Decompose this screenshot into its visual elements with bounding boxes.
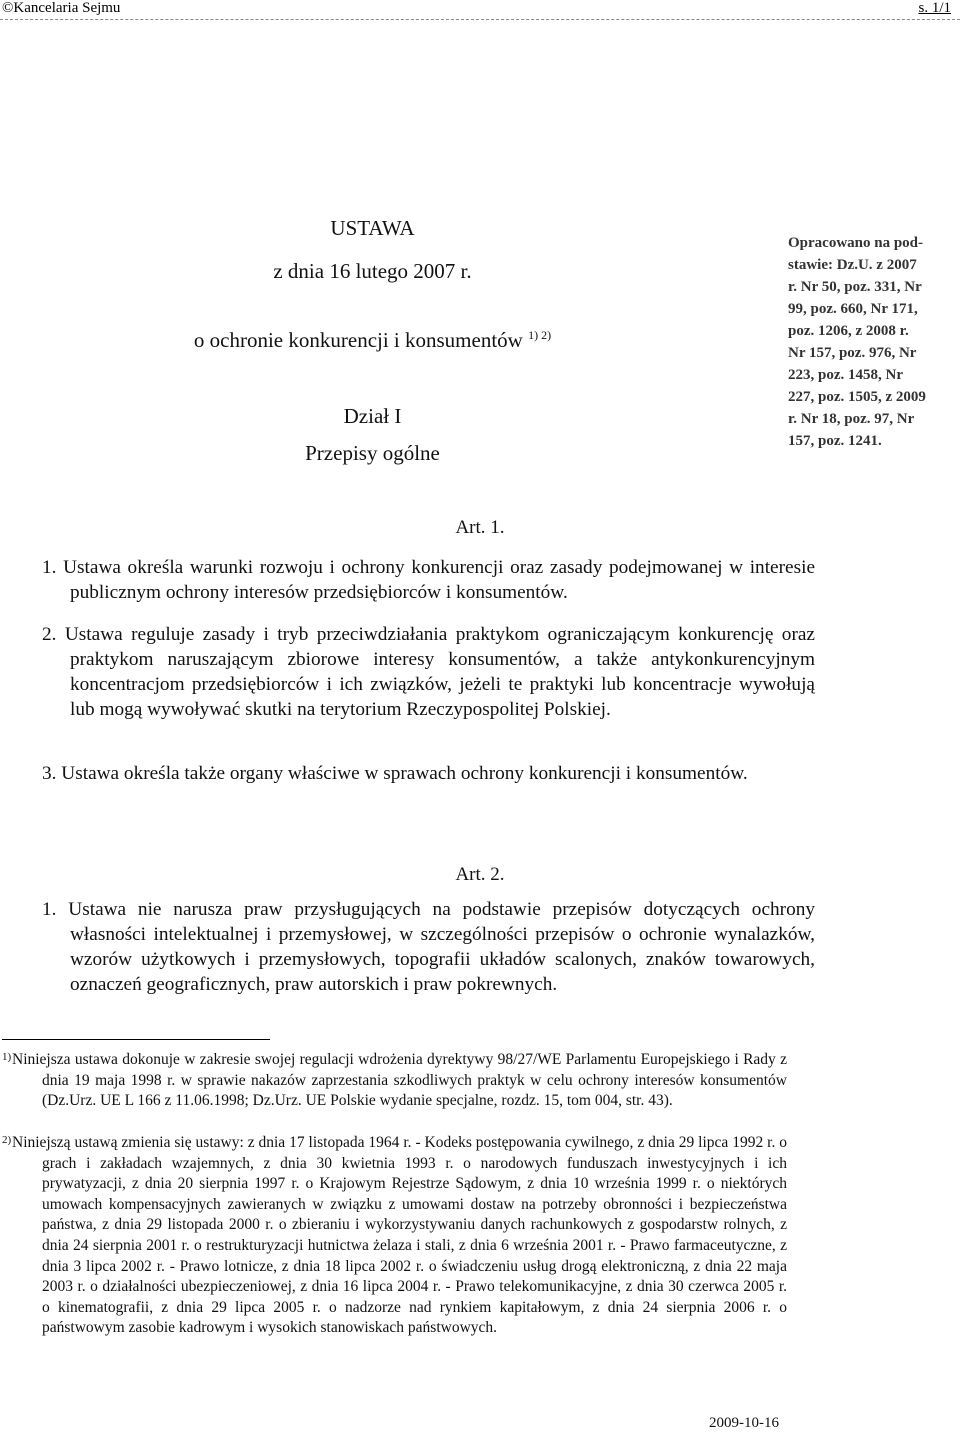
footnote-divider (2, 1039, 270, 1040)
source-note-line: stawie: Dz.U. z 2007 (788, 257, 917, 273)
footnote-1 (2, 1050, 787, 1112)
act-title (185, 328, 560, 353)
article-1-paragraph-3: 3. Ustawa określa także organy właściwe w sprawach ochrony konkurencji i konsumentów. (42, 763, 748, 784)
act-type: USTAWA (330, 216, 415, 240)
article-2-paragraph-1: 1. Ustawa nie narusza praw przysługujących na podstawie przepisów dotyczących ochrony własności intelektualnej i przemysłowej, w szczególności przepisów o ochronie wynalazków, wzorów użytkowych i przemysłowych, topografii układów scalonych, znaków towarowych, oznaczeń geograficznych, praw autorskich i praw pokrewnych. (42, 899, 815, 995)
source-note-line: poz. 1206, z 2008 r. (788, 323, 909, 339)
act-title-footnote-refs[interactable]: 1) 2) (528, 328, 552, 342)
source-note-line: Nr 157, poz. 976, Nr (788, 345, 917, 361)
header-divider (0, 19, 960, 20)
footnote-2-mark: 2) (2, 1134, 12, 1146)
source-note-line: 227, poz. 1505, z 2009 (788, 389, 926, 405)
source-note-line: 157, poz. 1241. (788, 433, 882, 449)
article-1-title: Art. 1. (455, 517, 505, 538)
act-title-text: o ochronie konkurencji i konsumentów (193, 328, 523, 352)
article-1-paragraph-1: 1. Ustawa określa warunki rozwoju i ochrony konkurencji oraz zasady podejmowanej w interesie publicznym ochrony interesów przedsiębiorców i konsumentów. (42, 557, 815, 603)
page-header (0, 0, 960, 22)
article-2-title: Art. 2. (455, 864, 505, 885)
section-title: Przepisy ogólne (305, 441, 440, 465)
footnote-2-text: Niniejszą ustawą zmienia się ustawy: z dnia 17 listopada 1964 r. - Kodeks postępowania cywilnego, z dnia 29 lipca 1992 r. o grach i zakładach wzajemnych, z dnia 30 kwietnia 1993 r. o narodowych funduszach inwestycyjnych i ich prywatyzacji, z dnia 20 sierpnia 1997 r. o Krajowym Rejestrze Sądowym, z dnia 10 września 1999 r. o niektórych umowach kompensacyjnych zawieranych w związku z umowami dostaw na potrzeby obronności i bezpieczeństwa państwa, z dnia 29 listopada 2000 r. o zbieraniu i wykorzystywaniu danych rachunkowych z gospodarstw rolnych, z dnia 24 sierpnia 2001 r. o restrukturyzacji hutnictwa żelaza i stali, z dnia 6 września 2001 r. - Prawo farmaceutyczne, z dnia 3 lipca 2002 r. - Prawo lotnicze, z dnia 18 lipca 2002 r. o świadczeniu usług drogą elektroniczną, z dnia 22 maja 2003 r. o działalności ubezpieczeniowej, z dnia 16 lipca 2004 r. - Prawo telekomunikacyjne, z dnia 30 czerwca 2005 r. o kinematografii, z dnia 29 lipca 2005 r. o nadzorze nad rynkiem kapitałowym, z dnia 24 sierpnia 2006 r. o państwowym zasobie kadrowym i wysokich stanowiskach państwowych. (12, 1134, 787, 1337)
source-note-line: 99, poz. 660, Nr 171, (788, 301, 918, 317)
copyright-label: ©Kancelaria Sejmu (2, 0, 121, 16)
footnote-2 (2, 1133, 787, 1339)
page-number-link[interactable]: s. 1/1 (918, 0, 951, 16)
footnote-1-mark: 1) (2, 1051, 12, 1063)
article-1-paragraph-2: 2. Ustawa reguluje zasady i tryb przeciwdziałania praktykom ograniczającym konkurencję oraz praktykom naruszającym zbiorowe interesy konsumentów, a także antykonkurencyjnym koncentracjom przedsiębiorców i ich związków, jeżeli te praktyki lub koncentracje wywołują lub mogą wywoływać skutki na terytorium Rzeczypospolitej Polskiej. (42, 624, 815, 720)
source-note-line: r. Nr 50, poz. 331, Nr (788, 279, 922, 295)
source-note (788, 232, 960, 452)
source-note-line: 223, poz. 1458, Nr (788, 367, 903, 383)
document-date: 2009-10-16 (709, 1415, 779, 1431)
footnote-1-text: Niniejsza ustawa dokonuje w zakresie swojej regulacji wdrożenia dyrektywy 98/27/WE Parlamentu Europejskiego i Rady z dnia 19 maja 1998 r. w sprawie nakazów zaprzestania szkodliwych praktyk w celu ochrony interesów konsumentów (Dz.Urz. UE L 166 z 11.06.1998; Dz.Urz. UE Polskie wydanie specjalne, rozdz. 15, tom 004, str. 43). (12, 1051, 787, 1110)
source-note-line: Opracowano na pod- (788, 235, 924, 251)
act-date: z dnia 16 lutego 2007 r. (273, 259, 472, 283)
section-heading: Dział I (343, 404, 402, 428)
source-note-line: r. Nr 18, poz. 97, Nr (788, 411, 915, 427)
